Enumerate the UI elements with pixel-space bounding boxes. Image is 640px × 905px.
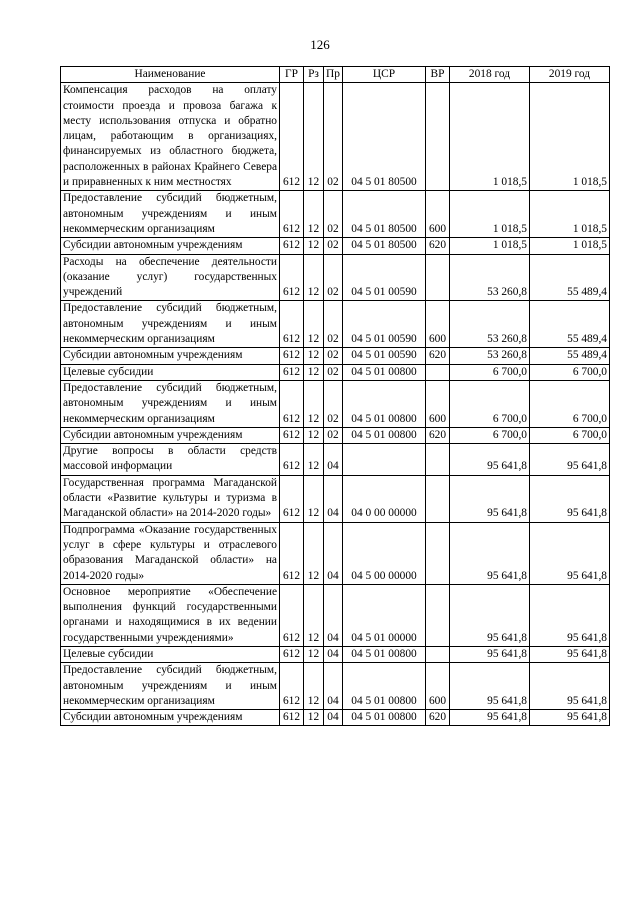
cell-gr: 612 [280, 427, 304, 443]
column-header-vr: ВР [426, 67, 450, 83]
cell-pr: 04 [324, 584, 343, 646]
cell-rz: 12 [304, 522, 324, 584]
column-header-2018: 2018 год [450, 67, 530, 83]
cell-gr: 612 [280, 254, 304, 301]
cell-vr: 620 [426, 348, 450, 364]
cell-gr: 612 [280, 301, 304, 348]
cell-pr: 04 [324, 475, 343, 522]
page-number: 126 [310, 37, 330, 52]
cell-rz: 12 [304, 663, 324, 710]
cell-vr [426, 364, 450, 380]
cell-2019: 55 489,4 [530, 301, 610, 348]
cell-csr: 04 5 01 00800 [343, 380, 426, 427]
cell-name: Субсидии автономным учреждениям [61, 348, 280, 364]
cell-2019: 95 641,8 [530, 444, 610, 476]
table-row [61, 710, 610, 726]
cell-csr: 04 5 01 80500 [343, 191, 426, 238]
cell-pr: 02 [324, 427, 343, 443]
cell-name: Расходы на обеспечение деятельности (оказание услуг) государственных учреждений [61, 254, 280, 301]
cell-2019: 1 018,5 [530, 191, 610, 238]
cell-name: Подпрограмма «Оказание государственных услуг в сфере культуры и отраслевого образования Магаданской области» на 2014-2020 годы» [61, 522, 280, 584]
cell-vr [426, 444, 450, 476]
cell-rz: 12 [304, 380, 324, 427]
cell-gr: 612 [280, 584, 304, 646]
cell-2018: 53 260,8 [450, 301, 530, 348]
column-header-pr: Пр [324, 67, 343, 83]
table-row [61, 522, 610, 584]
cell-gr: 612 [280, 191, 304, 238]
cell-2019: 95 641,8 [530, 663, 610, 710]
table-row [61, 301, 610, 348]
cell-csr: 04 5 01 00000 [343, 584, 426, 646]
cell-2019: 95 641,8 [530, 710, 610, 726]
cell-2018: 6 700,0 [450, 427, 530, 443]
cell-rz: 12 [304, 710, 324, 726]
table-row [61, 475, 610, 522]
column-header-2019: 2019 год [530, 67, 610, 83]
cell-name: Предоставление субсидий бюджетным, автономным учреждениям и иным некоммерческим организациям [61, 663, 280, 710]
cell-name: Основное мероприятие «Обеспечение выполнения функций государственными органами и находящимися в их ведении государственными учреждениями» [61, 584, 280, 646]
cell-2018: 1 018,5 [450, 238, 530, 254]
cell-pr: 02 [324, 83, 343, 191]
cell-2019: 95 641,8 [530, 584, 610, 646]
cell-2019: 95 641,8 [530, 522, 610, 584]
column-header-csr: ЦСР [343, 67, 426, 83]
cell-gr: 612 [280, 475, 304, 522]
cell-gr: 612 [280, 710, 304, 726]
cell-pr: 02 [324, 254, 343, 301]
cell-gr: 612 [280, 522, 304, 584]
cell-2018: 6 700,0 [450, 380, 530, 427]
table-row [61, 191, 610, 238]
cell-name: Целевые субсидии [61, 646, 280, 662]
cell-2018: 95 641,8 [450, 710, 530, 726]
cell-name: Предоставление субсидий бюджетным, автономным учреждениям и иным некоммерческим организациям [61, 301, 280, 348]
cell-2019: 95 641,8 [530, 475, 610, 522]
cell-csr: 04 5 01 00800 [343, 646, 426, 662]
cell-rz: 12 [304, 364, 324, 380]
cell-2019: 6 700,0 [530, 364, 610, 380]
cell-name: Субсидии автономным учреждениям [61, 427, 280, 443]
cell-csr: 04 5 01 00590 [343, 254, 426, 301]
cell-rz: 12 [304, 584, 324, 646]
cell-2018: 95 641,8 [450, 584, 530, 646]
cell-vr: 600 [426, 663, 450, 710]
cell-rz: 12 [304, 427, 324, 443]
cell-gr: 612 [280, 646, 304, 662]
cell-rz: 12 [304, 646, 324, 662]
cell-name: Государственная программа Магаданской области «Развитие культуры и туризма в Магаданской области» на 2014-2020 годы» [61, 475, 280, 522]
cell-name: Предоставление субсидий бюджетным, автономным учреждениям и иным некоммерческим организациям [61, 191, 280, 238]
cell-2019: 55 489,4 [530, 348, 610, 364]
cell-gr: 612 [280, 348, 304, 364]
cell-2018: 95 641,8 [450, 444, 530, 476]
cell-2018: 53 260,8 [450, 348, 530, 364]
cell-pr: 04 [324, 663, 343, 710]
cell-2019: 1 018,5 [530, 83, 610, 191]
cell-csr: 04 5 01 00800 [343, 710, 426, 726]
cell-vr [426, 522, 450, 584]
table-row [61, 348, 610, 364]
cell-2019: 6 700,0 [530, 380, 610, 427]
cell-2018: 95 641,8 [450, 475, 530, 522]
cell-2019: 55 489,4 [530, 254, 610, 301]
cell-name: Компенсация расходов на оплату стоимости проезда и провоза багажа к месту использования отпуска и обратно лицам, работающим в организациях, финансируемых из областного бюджета, расположенных в районах Крайнего Севера и приравненных к ним местностях [61, 83, 280, 191]
cell-vr: 620 [426, 427, 450, 443]
cell-name: Другие вопросы в области средств массовой информации [61, 444, 280, 476]
cell-gr: 612 [280, 444, 304, 476]
table-row [61, 663, 610, 710]
budget-table [60, 66, 610, 726]
cell-2019: 95 641,8 [530, 646, 610, 662]
table-row [61, 380, 610, 427]
table-header-row [61, 67, 610, 83]
table-row [61, 444, 610, 476]
cell-gr: 612 [280, 83, 304, 191]
cell-pr: 02 [324, 380, 343, 427]
cell-csr [343, 444, 426, 476]
table-row [61, 427, 610, 443]
cell-2019: 6 700,0 [530, 427, 610, 443]
cell-pr: 02 [324, 238, 343, 254]
cell-csr: 04 5 00 00000 [343, 522, 426, 584]
cell-name: Субсидии автономным учреждениям [61, 710, 280, 726]
table-row [61, 584, 610, 646]
cell-2018: 95 641,8 [450, 646, 530, 662]
table-row [61, 238, 610, 254]
cell-rz: 12 [304, 475, 324, 522]
cell-2018: 6 700,0 [450, 364, 530, 380]
cell-csr: 04 5 01 00800 [343, 364, 426, 380]
cell-rz: 12 [304, 238, 324, 254]
cell-rz: 12 [304, 191, 324, 238]
cell-csr: 04 5 01 80500 [343, 238, 426, 254]
cell-vr [426, 584, 450, 646]
cell-csr: 04 5 01 00800 [343, 663, 426, 710]
cell-rz: 12 [304, 444, 324, 476]
column-header-rz: Рз [304, 67, 324, 83]
cell-rz: 12 [304, 254, 324, 301]
cell-name: Целевые субсидии [61, 364, 280, 380]
cell-pr: 02 [324, 364, 343, 380]
cell-vr: 620 [426, 238, 450, 254]
cell-gr: 612 [280, 364, 304, 380]
table-row [61, 254, 610, 301]
cell-2018: 95 641,8 [450, 663, 530, 710]
table-row [61, 646, 610, 662]
cell-2018: 53 260,8 [450, 254, 530, 301]
cell-gr: 612 [280, 380, 304, 427]
cell-csr: 04 5 01 00590 [343, 301, 426, 348]
cell-vr [426, 475, 450, 522]
column-header-gr: ГР [280, 67, 304, 83]
cell-pr: 02 [324, 348, 343, 364]
cell-gr: 612 [280, 663, 304, 710]
cell-pr: 04 [324, 444, 343, 476]
cell-vr: 600 [426, 191, 450, 238]
column-header-name: Наименование [61, 67, 280, 83]
cell-vr [426, 254, 450, 301]
cell-csr: 04 5 01 00800 [343, 427, 426, 443]
cell-2019: 1 018,5 [530, 238, 610, 254]
cell-pr: 04 [324, 710, 343, 726]
cell-vr: 620 [426, 710, 450, 726]
cell-pr: 02 [324, 301, 343, 348]
cell-csr: 04 5 01 80500 [343, 83, 426, 191]
cell-name: Предоставление субсидий бюджетным, автономным учреждениям и иным некоммерческим организациям [61, 380, 280, 427]
cell-vr [426, 646, 450, 662]
cell-pr: 02 [324, 191, 343, 238]
cell-pr: 04 [324, 646, 343, 662]
cell-rz: 12 [304, 301, 324, 348]
cell-2018: 1 018,5 [450, 83, 530, 191]
cell-rz: 12 [304, 83, 324, 191]
cell-2018: 95 641,8 [450, 522, 530, 584]
cell-csr: 04 5 01 00590 [343, 348, 426, 364]
table-row [61, 83, 610, 191]
cell-vr: 600 [426, 380, 450, 427]
cell-2018: 1 018,5 [450, 191, 530, 238]
cell-vr: 600 [426, 301, 450, 348]
cell-csr: 04 0 00 00000 [343, 475, 426, 522]
table-row [61, 364, 610, 380]
cell-name: Субсидии автономным учреждениям [61, 238, 280, 254]
cell-pr: 04 [324, 522, 343, 584]
cell-rz: 12 [304, 348, 324, 364]
cell-vr [426, 83, 450, 191]
cell-gr: 612 [280, 238, 304, 254]
